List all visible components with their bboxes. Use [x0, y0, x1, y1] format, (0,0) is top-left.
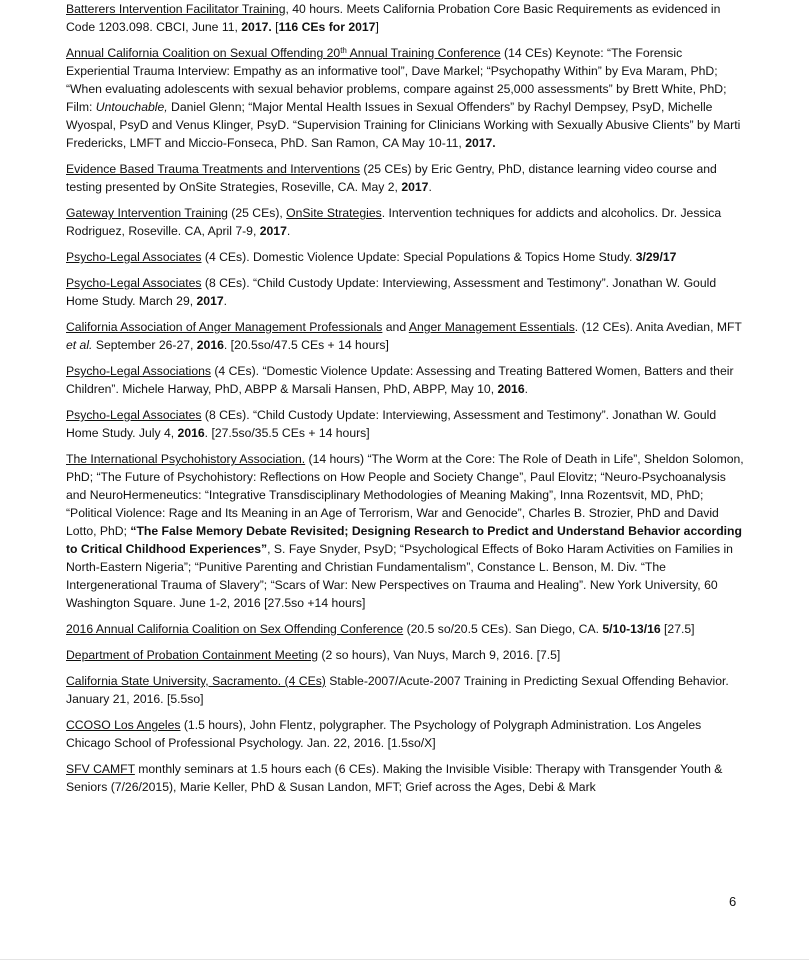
training-entry [66, 362, 744, 398]
entry-title: Psycho-Legal Associates [66, 276, 202, 290]
entry-text: (2 so hours), Van Nuys, March 9, 2016. [7.5] [318, 648, 561, 662]
entry-text: (4 CEs). Domestic Violence Update: Special Populations & Topics Home Study. [201, 250, 636, 264]
entry-emphasis: 116 CEs for 2017 [278, 20, 376, 34]
entry-text: et al. [66, 338, 93, 352]
entry-text: monthly seminars at 1.5 hours each (6 CEs). Making the Invisible Visible: Therapy with Transgender Youth & Seniors (7/26/2015), Marie Keller, PhD & Susan Landon, MFT; Grief across the Ages, Debi & Mark [66, 762, 723, 794]
entry-title: Annual Training Conference [346, 46, 501, 60]
entry-emphasis: 2017. [465, 136, 496, 150]
entry-text: Daniel Glenn; “Major Mental Health Issues in Sexual Offenders” by Rachyl Dempsey, PsyD, Michelle Wyospal, PsyD and Venus Klinger, PsyD. “Supervision Training for Clinicians Working with Sexually Abusive Clients” by Marti Fredericks, LMFT and Miccio-Fonseca, PhD. San Ramon, CA May 10-11, [66, 100, 741, 150]
training-entry [66, 646, 744, 664]
entry-emphasis: “The False Memory Debate Revisited; Designing Research to Predict and Understand Behavior according to Critical Childhood Experiences” [66, 524, 742, 556]
entry-title: Annual California Coalition on Sexual Offending 20 [66, 46, 341, 60]
entry-title: OnSite Strategies [286, 206, 382, 220]
training-entry [66, 450, 744, 612]
entry-emphasis: 3/29/17 [635, 250, 677, 264]
entry-emphasis: 5/10-13/16 [602, 622, 661, 636]
entry-title: 2016 Annual California Coalition on Sex Offending Conference [66, 622, 404, 636]
entry-title: Psycho-Legal Associates [66, 408, 202, 422]
entry-title: California State University, Sacramento. (4 CEs) [66, 674, 326, 688]
entry-text: . [223, 294, 228, 308]
entry-text: September 26-27, [92, 338, 197, 352]
training-entry [66, 44, 744, 152]
training-entry [66, 204, 744, 240]
entry-title: CCOSO Los Angeles [66, 718, 181, 732]
entry-text: (4 CEs). “Domestic Violence Update: Assessing and Treating Battered Women, Batters and their Children”. Michele Harway, PhD, ABPP & Marsali Hansen, PhD, ABPP, May 10, [66, 364, 734, 396]
entry-title: Gateway Intervention Training [66, 206, 228, 220]
entry-emphasis: 2017 [259, 224, 287, 238]
training-entry [66, 248, 744, 266]
entry-text: (14 CEs) Keynote: “The Forensic Experiential Trauma Interview: Empathy as an informative tool”, Dave Markel; “Psychopathy Within” by Eva Maram, PhD; “When evaluating adolescents with sexual behavior problems, compare against 25,000 assessments” by Brett White, PhD; Film: [66, 46, 727, 114]
training-entry [66, 672, 744, 708]
entry-text: . [27.5so/35.5 CEs + 14 hours] [204, 426, 370, 440]
entry-text: . [428, 180, 432, 194]
training-entry [66, 760, 744, 796]
training-entry [66, 0, 744, 36]
entry-text: . (12 CEs). Anita Avedian, MFT [574, 320, 742, 334]
entry-text: ] [375, 20, 379, 34]
entry-emphasis: 2016 [497, 382, 525, 396]
entry-text: Untouchable, [95, 100, 168, 114]
training-entry [66, 620, 744, 638]
entry-title: Department of Probation Containment Meeting [66, 648, 319, 662]
entry-emphasis: 2016 [196, 338, 224, 352]
entry-text: . [524, 382, 529, 396]
entry-emphasis: 2017. [241, 20, 272, 34]
entry-text: (14 hours) “The Worm at the Core: The Role of Death in Life”, Sheldon Solomon, PhD; “The Future of Psychohistory: Reflections on How People and Society Change”, Paul Elovitz; “Neuro-Psychoanalysis and NeuroHermeneutics: “Integrative Transdisciplinary Methodologies of Meaning Making”, Inna Rozentsvit, MD, PhD; “Political Violence: Rage and Its Meaning in an Age of Terrorism, War and Genocide”, Charles B. Strozier, PhD and David Lotto, PhD; [66, 452, 744, 538]
entry-text: (8 CEs). “Child Custody Update: Interviewing, Assessment and Testimony”. Jonathan W. Gould Home Study. July 4, [66, 408, 717, 440]
entry-title: California Association of Anger Management Professionals [66, 320, 383, 334]
training-entry [66, 160, 744, 196]
entry-title: SFV CAMFT [66, 762, 135, 776]
entry-text: (1.5 hours), John Flentz, polygrapher. The Psychology of Polygraph Administration. Los Angeles Chicago School of Professional Psychology. Jan. 22, 2016. [1.5so/X] [66, 718, 702, 750]
entry-text: , S. Faye Snyder, PsyD; “Psychological Effects of Boko Haram Activities on Families in North-Eastern Nigeria”; “Punitive Parenting and Christian Fundamentalism”, Constance L. Benson, M. Div. “The Intergenerational Trauma of Slavery”; “Scars of War: New Perspectives on Trauma and Healing”. New York University, 60 Washington Square. June 1-2, 2016 [27.5so +14 hours] [66, 542, 733, 610]
entry-emphasis: 2017 [401, 180, 429, 194]
page-number: 6 [729, 894, 737, 909]
entry-title: Anger Management Essentials [408, 320, 575, 334]
entry-text: , 40 hours. Meets California Probation Core Basic Requirements as evidenced in Code 1203.098. CBCI, June 11, [66, 2, 721, 34]
entry-text: . [286, 224, 291, 238]
entry-emphasis: 2017 [196, 294, 224, 308]
entry-text: (8 CEs). “Child Custody Update: Interviewing, Assessment and Testimony”. Jonathan W. Gould Home Study. March 29, [66, 276, 717, 308]
training-entry [66, 406, 744, 442]
entry-text: (25 CEs) by Eric Gentry, PhD, distance learning video course and testing presented by OnSite Strategies, Roseville, CA. May 2, [66, 162, 717, 194]
page-bottom-edge [0, 959, 809, 960]
entry-title: th [340, 46, 347, 55]
entry-text: (20.5 so/20.5 CEs). San Diego, CA. [403, 622, 603, 636]
entry-title: Psycho-Legal Associations [66, 364, 211, 378]
training-entry [66, 274, 744, 310]
entry-text: [27.5] [660, 622, 695, 636]
entry-text: and [382, 320, 409, 334]
training-entry [66, 318, 744, 354]
entry-text: [ [271, 20, 279, 34]
entry-title: Evidence Based Trauma Treatments and Interventions [66, 162, 361, 176]
entry-emphasis: 2016 [177, 426, 205, 440]
entry-text: Stable-2007/Acute-2007 Training in Predicting Sexual Offending Behavior. January 21, 2016. [5.5so] [66, 674, 729, 706]
entry-text: . [20.5so/47.5 CEs + 14 hours] [223, 338, 389, 352]
entry-title: The International Psychohistory Association. [66, 452, 306, 466]
training-entry [66, 716, 744, 752]
entry-title: Batterers Intervention Facilitator Training [66, 2, 286, 16]
entry-text: . Intervention techniques for addicts and alcoholics. Dr. Jessica Rodriguez, Roseville. CA, April 7-9, [66, 206, 722, 238]
entry-text: (25 CEs), [227, 206, 287, 220]
entry-title: Psycho-Legal Associates [66, 250, 202, 264]
document-body [66, 0, 744, 804]
